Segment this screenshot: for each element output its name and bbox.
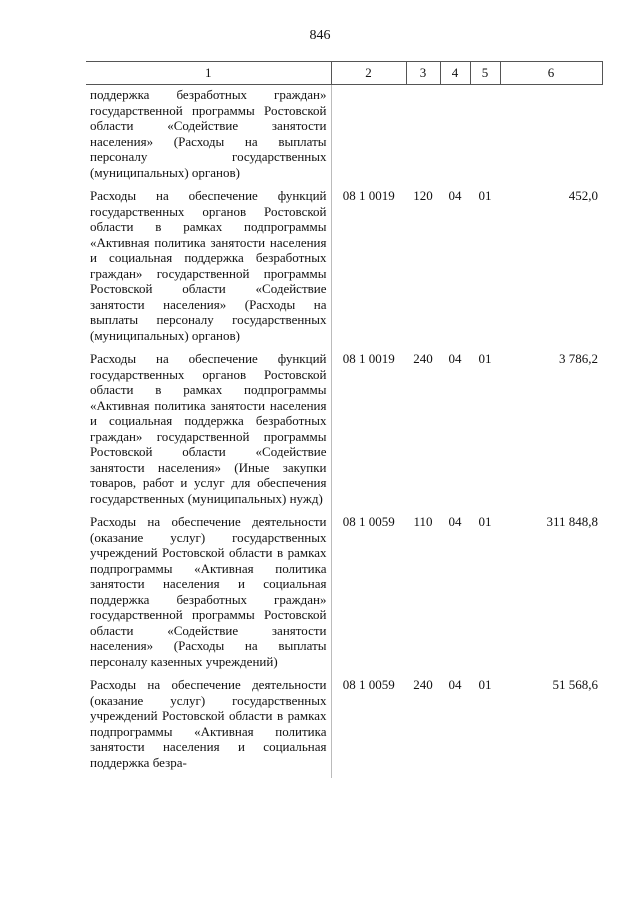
row-section: 04 bbox=[448, 351, 462, 366]
header-col-3: 3 bbox=[406, 62, 440, 85]
header-col-6: 6 bbox=[500, 62, 602, 85]
row-target-code: 08 1 0059 bbox=[342, 677, 395, 692]
table-row bbox=[86, 351, 602, 514]
row-amount: 452,0 bbox=[568, 188, 598, 203]
row-target-code: 08 1 0019 bbox=[342, 351, 395, 366]
row-description: Расходы на обеспечение деятельности (оказание услуг) государственных учреждений Ростовской области в рамках подпрограммы «Активная политика занятости населения и социальная поддержка безра- bbox=[86, 677, 331, 778]
row-expense-type bbox=[406, 85, 440, 189]
row-subsection: 01 bbox=[478, 351, 492, 366]
row-expense-type: 240 bbox=[413, 351, 433, 366]
row-section: 04 bbox=[448, 188, 462, 203]
row-target-code: 08 1 0019 bbox=[342, 188, 395, 203]
row-subsection: 01 bbox=[478, 188, 492, 203]
row-expense-type: 240 bbox=[413, 677, 433, 692]
row-amount: 3 786,2 bbox=[559, 351, 598, 366]
budget-table bbox=[86, 61, 603, 778]
row-description: Расходы на обеспечение функций государственных органов Ростовской области в рамках подпрограммы «Активная политика занятости населения и социальная поддержка безработных граждан» государственной программы Ростовской области «Содействие занятости населения» (Иные закупки товаров, работ и услуг для обеспечения государственных (муниципальных) нужд) bbox=[86, 351, 331, 514]
table-row bbox=[86, 677, 602, 778]
row-target-code: 08 1 0059 bbox=[342, 514, 395, 529]
row-expense-type: 120 bbox=[413, 188, 433, 203]
row-amount bbox=[500, 85, 602, 189]
table-row bbox=[86, 514, 602, 677]
row-section: 04 bbox=[448, 514, 462, 529]
table-header bbox=[86, 62, 602, 85]
row-expense-type: 110 bbox=[413, 514, 433, 529]
header-col-1: 1 bbox=[86, 62, 331, 85]
row-description: Расходы на обеспечение деятельности (оказание услуг) государственных учреждений Ростовской области в рамках подпрограммы «Активная политика занятости населения и социальная поддержка безработных граждан» государственной программы Ростовской области «Содействие занятости населения» (Расходы на выплаты персоналу казенных учреждений) bbox=[86, 514, 331, 677]
header-col-4: 4 bbox=[440, 62, 470, 85]
header-col-2: 2 bbox=[331, 62, 406, 85]
row-description: поддержка безработных граждан» государственной программы Ростовской области «Содействие занятости населения» (Расходы на выплаты персоналу государственных (муниципальных) органов) bbox=[86, 85, 331, 189]
row-subsection: 01 bbox=[478, 677, 492, 692]
row-subsection bbox=[470, 85, 500, 189]
row-amount: 51 568,6 bbox=[552, 677, 598, 692]
table-row bbox=[86, 188, 602, 351]
table-body bbox=[86, 85, 602, 779]
row-amount: 311 848,8 bbox=[546, 514, 598, 529]
page-number: 846 bbox=[309, 28, 331, 43]
row-section: 04 bbox=[448, 677, 462, 692]
row-subsection: 01 bbox=[478, 514, 492, 529]
row-description: Расходы на обеспечение функций государственных органов Ростовской области в рамках подпрограммы «Активная политика занятости населения и социальная поддержка безработных граждан» государственной программы Ростовской области «Содействие занятости населения» (Расходы на выплаты персоналу государственных (муниципальных) органов) bbox=[86, 188, 331, 351]
row-target-code bbox=[331, 85, 406, 189]
row-section bbox=[440, 85, 470, 189]
header-col-5: 5 bbox=[470, 62, 500, 85]
table-row bbox=[86, 85, 602, 189]
